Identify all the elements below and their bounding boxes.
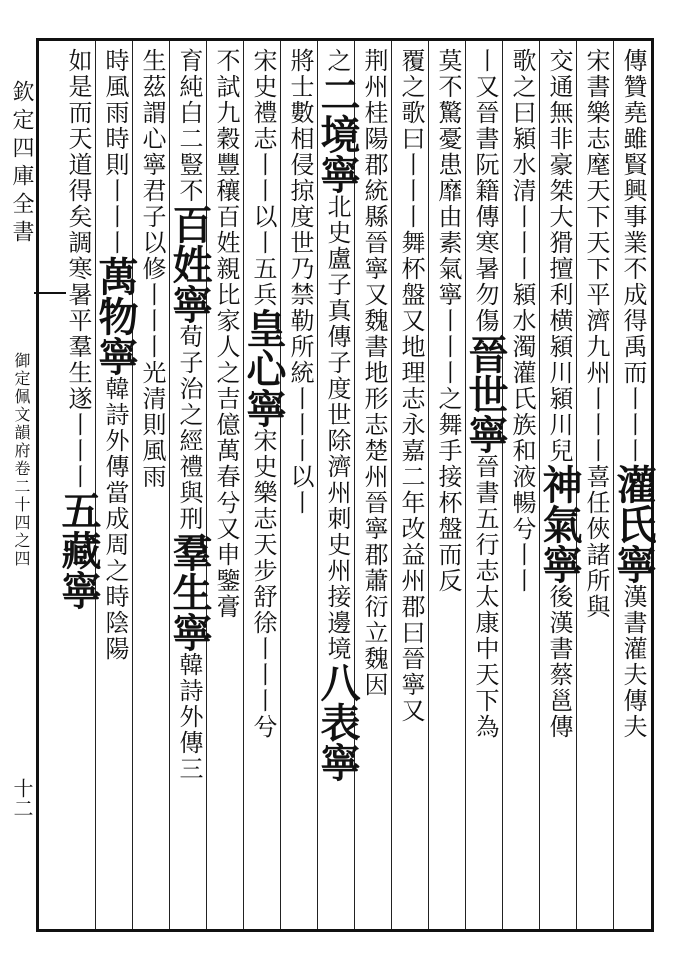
column-text: 宋史禮志丨丨以丨五兵: [249, 48, 277, 308]
volume-label: 御定佩文韻府卷二十四之四: [12, 352, 31, 568]
headword: 灌氏寧: [610, 464, 657, 584]
column-text: 宋書樂志麾天下天下平濟九州丨丨丨: [582, 48, 610, 464]
column-text: 時風雨時則丨丨丨: [101, 48, 129, 256]
column-text: 之: [323, 48, 351, 74]
text-column: [462, 48, 509, 926]
column-text: 荀子治之經禮與刑: [175, 324, 203, 532]
headword: 五藏寧: [55, 490, 102, 610]
column-text: 覆之歌曰丨丨丨舞杯盤又地理志永嘉二年改益州郡曰晉寧又: [397, 48, 425, 724]
page-number: 十二: [10, 778, 34, 818]
headword: 百姓寧: [166, 204, 213, 324]
text-column: [166, 48, 213, 926]
text-column: [92, 48, 139, 926]
headword: 皇心寧: [240, 308, 287, 428]
column-text: 生茲謂心寧: [138, 48, 166, 178]
column-text: 丨丨丨之舞手接杯盤而反: [434, 308, 462, 594]
text-column: [280, 48, 320, 926]
column-text: 育純白二豎不: [175, 48, 203, 204]
column-text: 如是而天道得矣: [64, 48, 92, 230]
book-title: 欽定四庫全書: [9, 80, 34, 248]
text-column: [55, 48, 102, 926]
text-column: [391, 48, 431, 926]
text-column: [240, 48, 287, 926]
column-text: 宋史樂志天步舒徐丨丨丨兮: [249, 428, 277, 740]
text-column: [428, 48, 468, 926]
column-text: 莫不驚憂患靡由素氣寧: [434, 48, 462, 308]
column-text: 光清則風雨: [138, 360, 166, 490]
column-text: 不試九穀豐穰百姓親比: [212, 48, 240, 308]
column-text: 和液暢兮丨丨: [508, 438, 536, 594]
column-text: 交通無非豪桀大猾擅利横潁川潁川兒: [545, 48, 573, 464]
column-text: 後漢書蔡邕傳: [545, 584, 573, 740]
text-column: [132, 48, 172, 926]
column-text: 韓詩外傳三: [175, 652, 203, 782]
column-text: 丨又晉書阮籍傳寒暑勿傷: [471, 48, 499, 334]
column-text: 調寒暑平羣生遂丨丨丨: [64, 230, 92, 490]
page-margin: [0, 40, 34, 940]
text-column: [536, 48, 583, 926]
headword: 神氣寧: [536, 464, 583, 584]
column-text: 漢書灌夫傳夫: [619, 584, 647, 740]
headword: 羣生寧: [166, 532, 213, 652]
headword: 二境寧: [314, 74, 361, 194]
text-column: [314, 48, 361, 926]
headword: 晉世寧: [462, 334, 509, 454]
column-text: 晉書五行志太康中天下為: [471, 454, 499, 740]
headword: 八表寧: [314, 662, 361, 782]
column-text: 北史盧子真傳子度世除濟州刺史州接邊境: [323, 194, 351, 662]
headword: 萬物寧: [92, 256, 139, 376]
column-text: 傳贊堯雖賢興事業不成得禹而丨丨丨: [619, 48, 647, 464]
column-text: 荆州桂陽郡統縣晉寧又魏書地形志楚州晉寧郡蕭衍立魏因: [360, 48, 388, 698]
text-column: [206, 48, 246, 926]
column-text: 將士數相侵掠度世乃禁勒所統丨丨丨以丨: [286, 48, 314, 516]
column-text: 家人之吉億萬春兮又申鑒膏: [212, 308, 240, 620]
column-text: 韓詩外傳當成周之時陰陽: [101, 376, 129, 662]
text-column: [502, 48, 542, 926]
text-column: [610, 48, 657, 926]
column-text: 歌之曰潁水清丨丨丨潁水濁灌氏族: [508, 48, 536, 438]
column-text: 喜任俠諸所與: [582, 464, 610, 620]
column-text: 君子以修丨丨丨: [138, 178, 166, 360]
